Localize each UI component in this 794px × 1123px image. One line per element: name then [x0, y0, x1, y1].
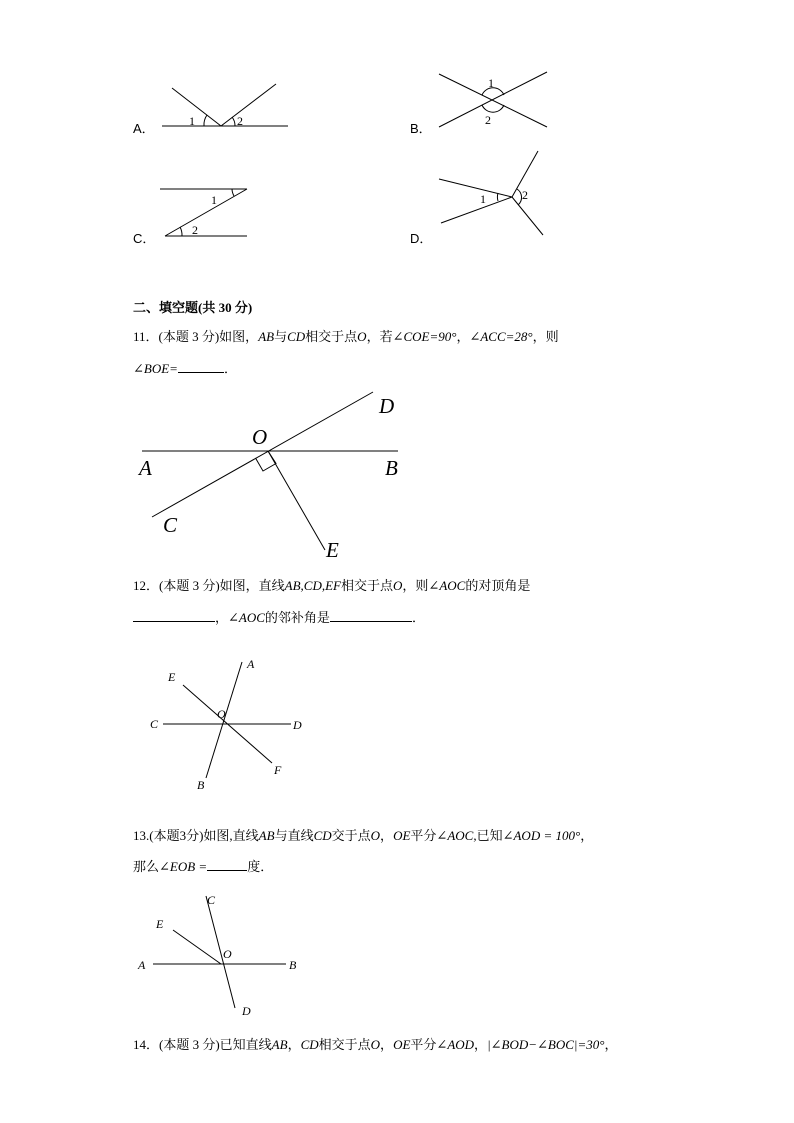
- option-c-angle2-label: 2: [192, 223, 198, 237]
- q13-figure: [132, 890, 312, 1020]
- q13-label-d: D: [242, 1004, 251, 1018]
- option-b-angle1-label: 1: [488, 76, 494, 90]
- q13-line2: 那么∠EOB = 度．: [133, 859, 274, 874]
- option-c-letter[interactable]: C．: [133, 231, 156, 246]
- q12-label-f: F: [274, 763, 282, 777]
- q11-label-o: O: [252, 425, 268, 449]
- q12-label-o: O: [217, 707, 226, 721]
- q12-line1: 12．(本题 3 分)如图，直线AB,CD,EF相交于点O，则∠AOC的对顶角是: [133, 578, 531, 593]
- q12-label-c: C: [150, 717, 159, 731]
- option-c-figure: [160, 182, 255, 242]
- q13-answer-blank[interactable]: [207, 858, 247, 871]
- q12-label-d: D: [293, 718, 302, 732]
- q13-label-o: O: [223, 947, 232, 961]
- q11-label-b: B: [385, 456, 398, 480]
- option-d-angle1-label: 1: [480, 192, 486, 206]
- q12-figure: [145, 650, 315, 795]
- q11-label-e: E: [326, 538, 339, 562]
- option-b-figure: [437, 68, 552, 133]
- q14-line1: 14．(本题 3 分)已知直线AB，CD相交于点O，OE平分∠AOD，|∠BOD−∠BOC|=30°，: [133, 1037, 618, 1052]
- q13-label-c: C: [207, 893, 216, 907]
- option-a-angle1-label: 1: [189, 114, 195, 128]
- q11-figure: [130, 385, 415, 565]
- q13-label-a: A: [138, 958, 146, 972]
- q12-label-a: A: [247, 657, 255, 671]
- q11-line1: 11．(本题 3 分)如图，AB与CD相交于点O，若∠COE=90°，∠ACC=28°，则: [133, 329, 559, 344]
- option-d-letter[interactable]: D．: [410, 231, 433, 246]
- option-a-letter[interactable]: A．: [133, 121, 155, 136]
- option-d-figure: [437, 148, 552, 240]
- q12-answer-blank-1[interactable]: [133, 609, 215, 622]
- q12-line2: ，∠AOC的邻补角是 ．: [133, 609, 425, 627]
- option-c-angle1-label: 1: [211, 193, 217, 207]
- option-b-letter[interactable]: B．: [410, 121, 432, 136]
- q11-label-c: C: [163, 513, 178, 537]
- option-a-figure: [160, 80, 295, 135]
- option-a-angle2-label: 2: [237, 114, 243, 128]
- option-d-angle2-label: 2: [522, 188, 528, 202]
- q12-label-e: E: [168, 670, 176, 684]
- section-title: 二、填空题(共 30 分): [133, 300, 253, 315]
- q13-line1: 13.(本题3分)如图,直线AB与直线CD交于点O，OE平分∠AOC,已知∠AOD = 100°，: [133, 828, 594, 843]
- q13-label-b: B: [289, 958, 297, 972]
- q11-label-a: A: [139, 456, 152, 480]
- q11-line2: ∠BOE= ．: [133, 361, 237, 376]
- q13-label-e: E: [156, 917, 164, 931]
- q12-label-b: B: [197, 778, 205, 792]
- q11-label-d: D: [379, 394, 395, 418]
- q12-answer-blank-2[interactable]: [330, 609, 412, 622]
- option-b-angle2-label: 2: [485, 113, 491, 127]
- q11-answer-blank[interactable]: [178, 360, 224, 373]
